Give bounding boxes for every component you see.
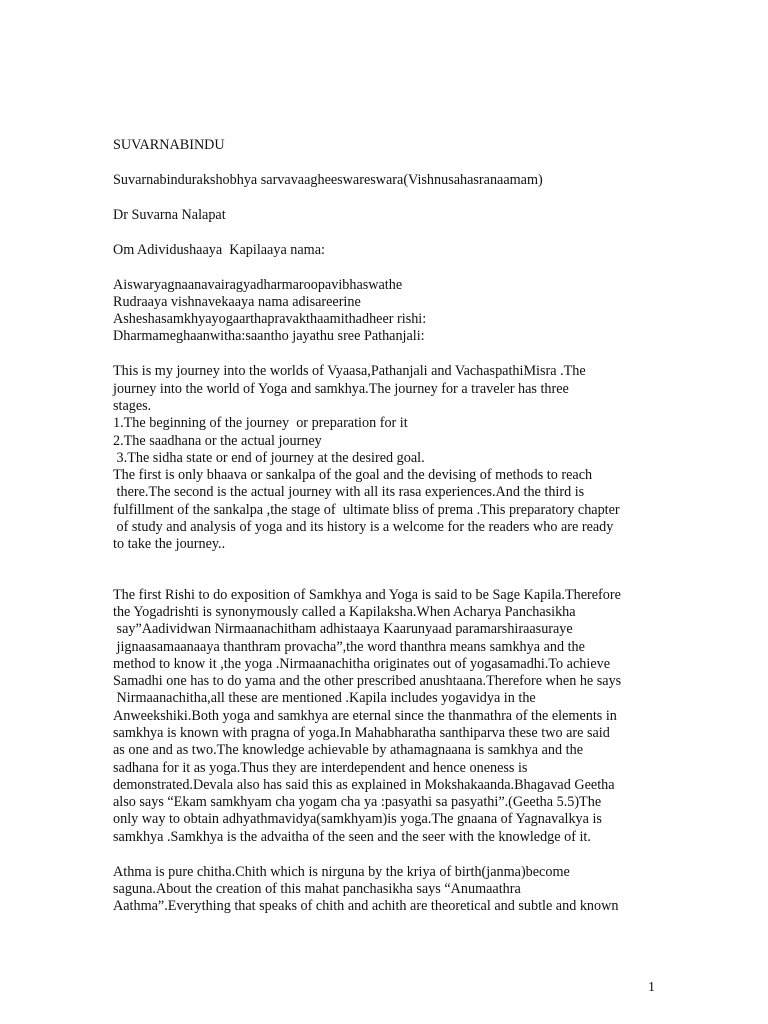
paragraph-line: Anweekshiki.Both yoga and samkhya are eternal since the thanmathra of the elements in [113,707,617,724]
paragraph-line: method to know it ,the yoga .Nirmaanachitha originates out of yogasamadhi.To achieve [113,655,611,672]
paragraph-line: journey into the world of Yoga and samkhya.The journey for a traveler has three [113,380,569,397]
paragraph-line: the Yogadrishti is synonymously called a Kapilaksha.When Acharya Panchasikha [113,603,576,620]
paragraph-line: 2.The saadhana or the actual journey [113,432,322,449]
paragraph-line: Samadhi one has to do yama and the other prescribed anushtaana.Therefore when he says [113,673,622,690]
paragraph-line: of study and analysis of yoga and its history is a welcome for the readers who are ready [113,519,614,536]
author-name: Dr Suvarna Nalapat [113,206,226,223]
paragraph-athma [113,864,653,916]
paragraph-line: fulfillment of the sankalpa ,the stage of ultimate bliss of prema .This preparatory chapter [113,501,620,518]
page-number: 1 [648,980,655,995]
paragraph-line: stages. [113,397,152,414]
paragraph-line: This is my journey into the worlds of Vyaasa,Pathanjali and VachaspathiMisra .The [113,363,586,380]
verse-block [113,277,653,346]
paragraph-line: The first Rishi to do exposition of Samkhya and Yoga is said to be Sage Kapila.Therefore [113,586,621,603]
paragraph-line: Aathma”.Everything that speaks of chith and achith are theoretical and subtle and known [113,898,619,915]
paragraph-line: only way to obtain adhyathmavidya(samkhyam)is yoga.The gnaana of Yagnavalkya is [113,811,602,828]
paragraph-line: to take the journey.. [113,536,226,553]
verse-line: Aiswaryagnaanavairagyadharmaroopavibhaswathe [113,276,403,293]
document-subtitle: Suvarnabindurakshobhya sarvavaagheeswareswara(Vishnusahasranaamam) [113,171,543,188]
paragraph-line: demonstrated.Devala also has said this as explained in Mokshakaanda.Bhagavad Geetha [113,776,615,793]
paragraph-line: The first is only bhaava or sankalpa of the goal and the devising of methods to reach [113,467,593,484]
verse-line: Rudraaya vishnavekaaya nama adisareerine [113,293,361,310]
paragraph-line: also says “Ekam samkhyam cha yogam cha ya :pasyathi sa pasyathi”.(Geetha 5.5)The [113,794,602,811]
paragraph-line: Nirmaanachitha,all these are mentioned .Kapila includes yogavidya in the [113,690,536,707]
paragraph-line: jignaasamaanaaya thanthram provacha”,the word thanthra means samkhya and the [113,638,585,655]
document-body [113,137,653,916]
paragraph-line: saguna.About the creation of this mahat panchasikha says “Anumaathra [113,880,521,897]
paragraph-line: say”Aadividwan Nirmaanachitham adhistaaya Kaarunyaad paramarshiraasuraye [113,621,573,638]
paragraph-journey [113,363,653,553]
paragraph-line: there.The second is the actual journey with all its rasa experiences.And the third is [113,484,585,501]
paragraph-line: samkhya .Samkhya is the advaitha of the seen and the seer with the knowledge of it. [113,828,591,845]
paragraph-line: samkhya is known with pragna of yoga.In Mahabharatha santhiparva these two are said [113,724,610,741]
verse-line: Dharmameghaanwitha:saantho jayathu sree Pathanjali: [113,328,425,345]
paragraph-line: 1.The beginning of the journey or preparation for it [113,415,408,432]
paragraph-line: Athma is pure chitha.Chith which is nirguna by the kriya of birth(janma)become [113,863,570,880]
verse-line: Asheshasamkhyayogaarthapravakthaamithadheer rishi: [113,311,427,328]
paragraph-line: as one and as two.The knowledge achievable by athamagnaana is samkhya and the [113,742,583,759]
invocation-line: Om Adividushaaya Kapilaaya nama: [113,241,325,258]
paragraph-line: 3.The sidha state or end of journey at the desired goal. [113,449,425,466]
document-title: SUVARNABINDU [113,137,225,153]
paragraph-kapila [113,587,653,846]
paragraph-line: sadhana for it as yoga.Thus they are interdependent and hence oneness is [113,759,528,776]
